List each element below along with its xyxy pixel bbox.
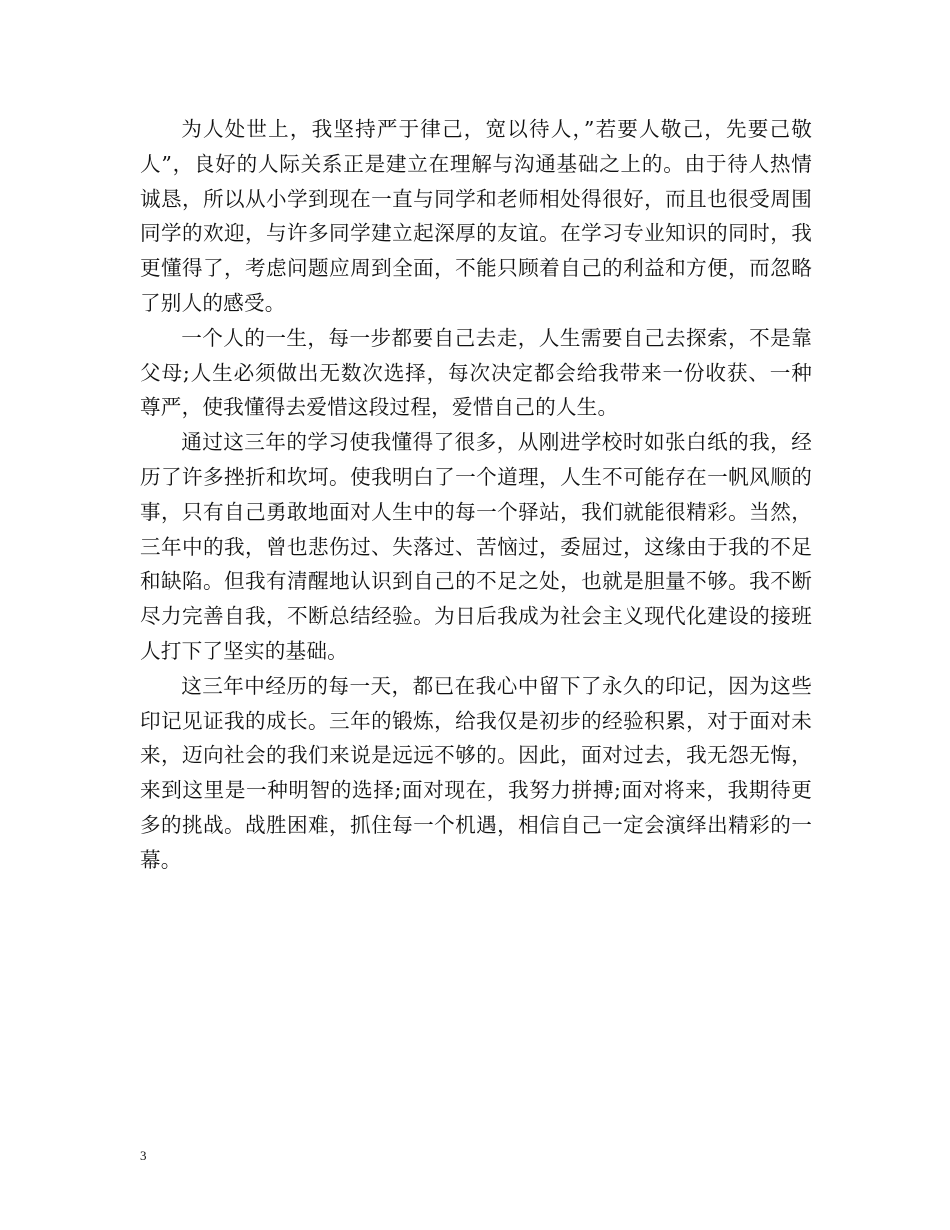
paragraph-3: 通过这三年的学习使我懂得了很多，从刚进学校时如张白纸的我，经历了许多挫折和坎坷。使我明白了一个道理，人生不可能存在一帆风顺的事，只有自己勇敢地面对人生中的每一个驿站，我们就能很精彩。当然，三年中的我，曾也悲伤过、失落过、苦恼过，委屈过，这缘由于我的不足和缺陷。但我有清醒地认识到自己的不足之处，也就是胆量不够。我不断尽力完善自我，不断总结经验。为日后我成为社会主义现代化建设的接班人打下了坚实的基础。 [140, 430, 812, 663]
paragraph-2: 一个人的一生，每一步都要自己去走，人生需要自己去探索，不是靠父母;人生必须做出无数次选择，每次决定都会给我带来一份收获、一种尊严，使我懂得去爱惜这段过程，爱惜自己的人生。 [140, 325, 812, 420]
paragraph-4: 这三年中经历的每一天，都已在我心中留下了永久的印记，因为这些印记见证我的成长。三年的锻炼，给我仅是初步的经验积累，对于面对未来，迈向社会的我们来说是远远不够的。因此，面对过去，我无怨无悔，来到这里是一种明智的选择;面对现在，我努力拼搏;面对将来，我期待更多的挑战。战胜困难，抓住每一个机遇，相信自己一定会演绎出精彩的一幕。 [140, 673, 812, 872]
document-body [140, 112, 812, 878]
paragraph-1: 为人处世上，我坚持严于律己，宽以待人，”若要人敬己，先要己敬人”，良好的人际关系正是建立在理解与沟通基础之上的。由于待人热情诚恳，所以从小学到现在一直与同学和老师相处得很好，而且也很受周围同学的欢迎，与许多同学建立起深厚的友谊。在学习专业知识的同时，我更懂得了，考虑问题应周到全面，不能只顾着自己的利益和方便，而忽略了别人的感受。 [140, 117, 812, 315]
page-number: 3 [140, 1148, 147, 1163]
